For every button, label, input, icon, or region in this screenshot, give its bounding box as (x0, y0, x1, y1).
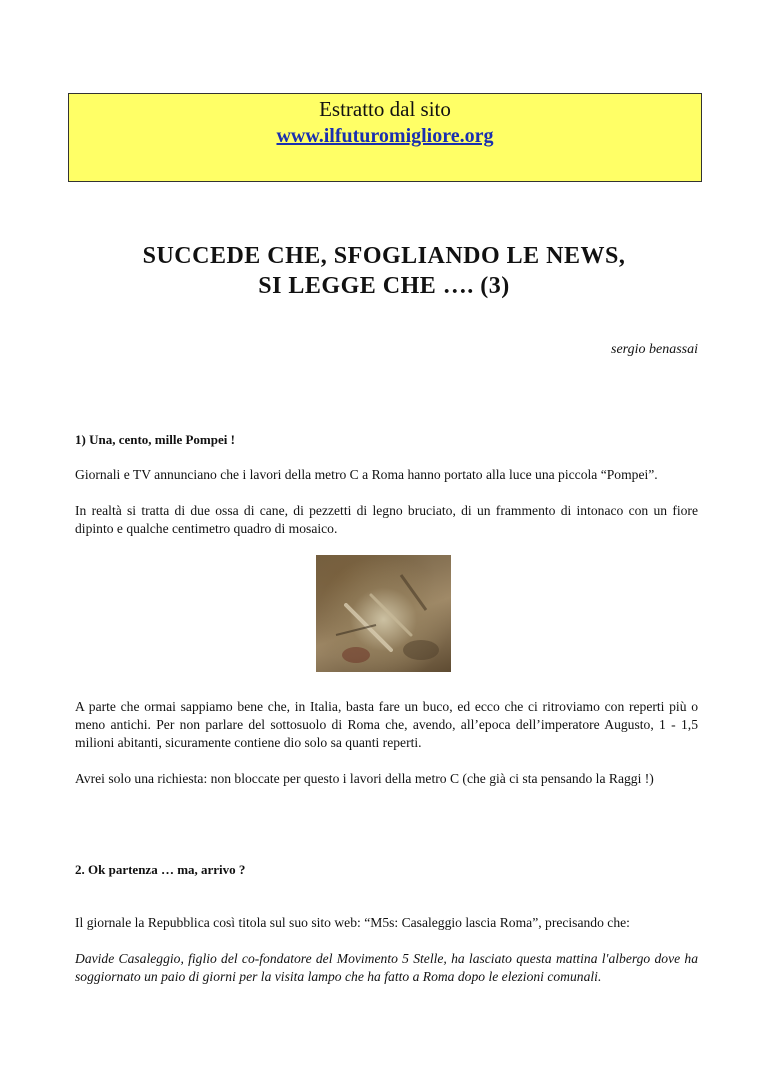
page-title-line-2: SI LEGGE CHE …. (3) (258, 273, 510, 299)
section-2-quote: Davide Casaleggio, figlio del co-fondatore del Movimento 5 Stelle, ha lasciato questa mattina l'albergo dove ha soggiornato un paio di giorni per la visita lampo che ha fatto a Roma dopo le elezioni comunali. (75, 951, 698, 984)
excavation-photo (316, 555, 451, 672)
section-1-paragraph-2: In realtà si tratta di due ossa di cane, di pezzetti di legno bruciato, di un frammento di intonaco con un fiore dipinto e qualche centimetro quadro di mosaico. (75, 503, 698, 536)
section-1-heading: 1) Una, cento, mille Pompei ! (75, 432, 235, 447)
author-name: sergio benassai (611, 342, 698, 357)
section-1-paragraph-1: Giornali e TV annunciano che i lavori della metro C a Roma hanno portato alla luce una piccola “Pompei”. (75, 467, 658, 482)
banner-caption: Estratto dal sito (319, 97, 451, 121)
section-1-paragraph-3: A parte che ormai sappiamo bene che, in Italia, basta fare un buco, ed ecco che ci ritroviamo con reperti più o meno antichi. Per non parlare del sottosuolo di Roma che, avendo, all’epoca dell’imperatore Augusto, 1 - 1,5 milioni abitanti, sicuramente contiene dio solo sa quanti reperti. (75, 699, 698, 750)
section-1-paragraph-4: Avrei solo una richiesta: non bloccate per questo i lavori della metro C (che già ci sta pensando la Raggi !) (75, 771, 654, 786)
source-banner (68, 93, 702, 182)
section-2-heading: 2. Ok partenza … ma, arrivo ? (75, 862, 246, 877)
source-link[interactable]: www.ilfuturomigliore.org (276, 125, 494, 147)
page-title-line-1: SUCCEDE CHE, SFOGLIANDO LE NEWS, (142, 243, 626, 269)
bone-fragments-image (316, 555, 451, 672)
section-2-paragraph-1: Il giornale la Repubblica così titola sul suo sito web: “M5s: Casaleggio lascia Roma”, precisando che: (75, 915, 630, 930)
